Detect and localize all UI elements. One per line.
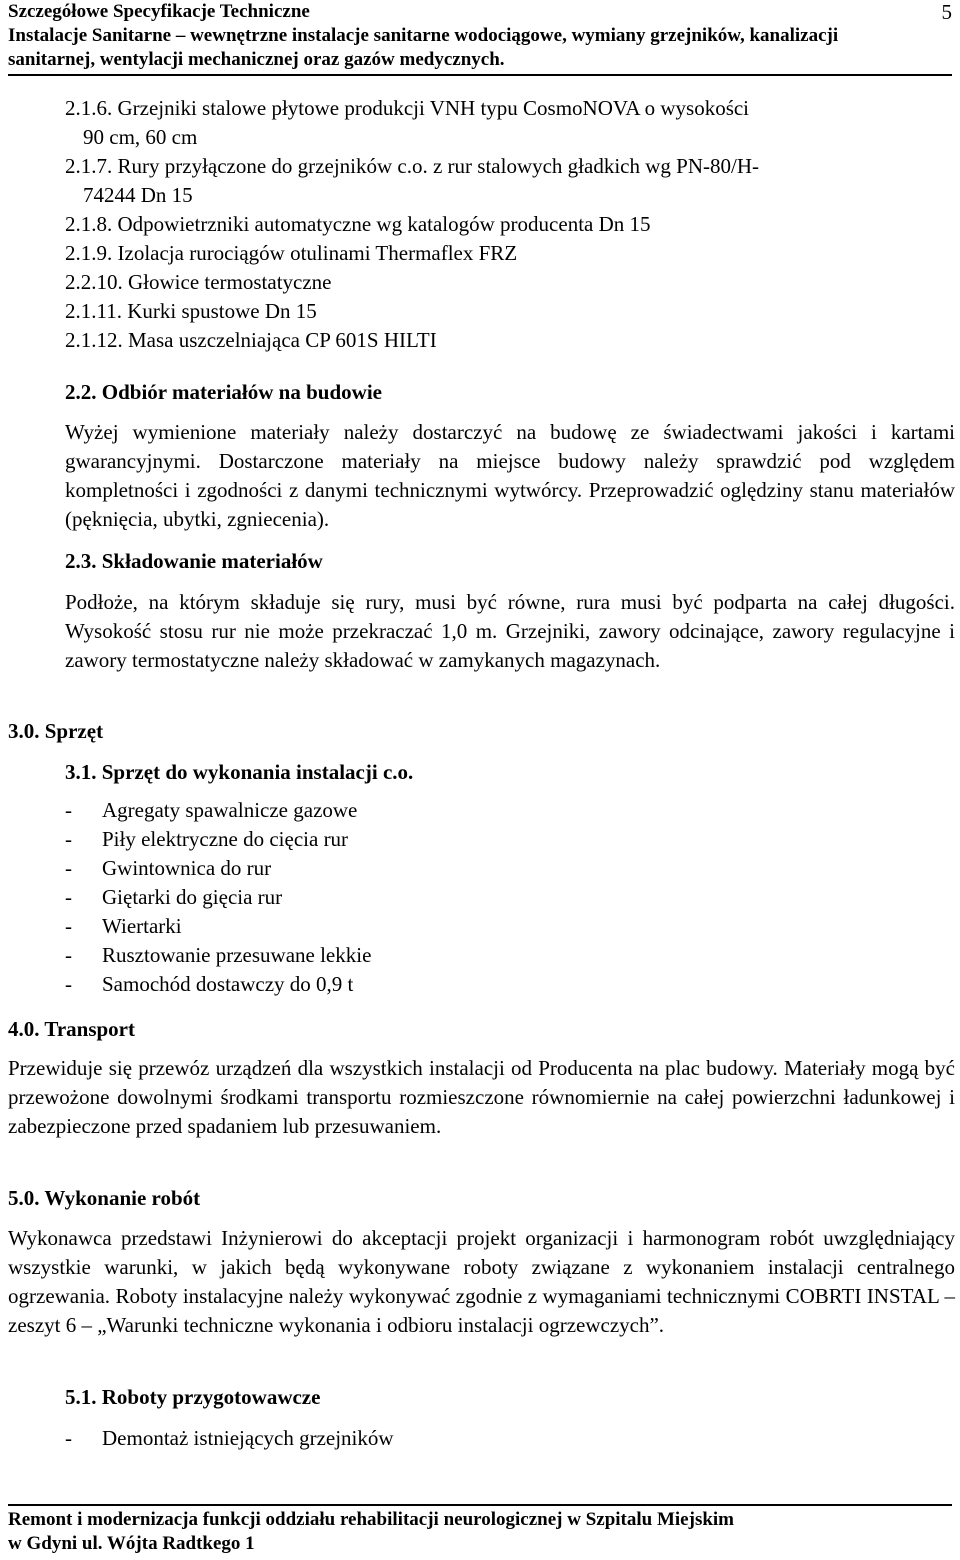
section-text-4-0: Przewiduje się przewóz urządzeń dla wszystkich instalacji od Producenta na plac budowy. Materiały mogą być przewożone dowolnymi środkami transportu rozmieszczone równomiernie na całej powierzchni ładunkowej i zabezpieczone przed spadaniem lub przesuwaniem.	[8, 1056, 955, 1138]
list-item: 2.1.8. Odpowietrzniki automatyczne wg katalogów producenta Dn 15	[65, 212, 651, 236]
section-heading-4-0: 4.0. Transport	[8, 1017, 135, 1041]
section-heading-3-0: 3.0. Sprzęt	[8, 719, 104, 743]
page-header	[8, 0, 948, 72]
list-item: - Rusztowanie przesuwane lekkie	[65, 943, 372, 967]
list-item: - Giętarki do gięcia rur	[65, 885, 283, 909]
footer-line-2: w Gdyni ul. Wójta Radtkego 1	[8, 1533, 255, 1554]
section-heading-2-3: 2.3. Składowanie materiałów	[65, 549, 323, 573]
header-subtitle-line-1: Instalacje Sanitarne – wewnętrzne instalacje sanitarne wodociągowe, wymiany grzejników, kanalizacji	[8, 25, 839, 46]
preparatory-works-list	[65, 1424, 665, 1453]
list-item: - Wiertarki	[65, 914, 182, 938]
list-item: - Demontaż istniejących grzejników	[65, 1426, 394, 1450]
header-divider	[8, 74, 952, 76]
equipment-list	[65, 796, 665, 999]
list-item: 2.1.12. Masa uszczelniająca CP 601S HILTI	[65, 328, 437, 352]
list-item: 2.1.7. Rury przyłączone do grzejników c.o. z rur stalowych gładkich wg PN-80/H- 74244 Dn 15	[65, 154, 759, 207]
header-subtitle-line-2: sanitarnej, wentylacji mechanicznej oraz gazów medycznych.	[8, 49, 505, 70]
page-footer	[8, 1508, 948, 1556]
section-heading-5-0: 5.0. Wykonanie robót	[8, 1186, 201, 1210]
footer-divider	[8, 1504, 952, 1506]
list-item: 2.2.10. Głowice termostatyczne	[65, 270, 332, 294]
header-title: Szczegółowe Specyfikacje Techniczne	[8, 1, 310, 22]
list-item: - Gwintownica do rur	[65, 856, 272, 880]
list-item: 2.1.9. Izolacja rurociągów otulinami Thermaflex FRZ	[65, 241, 518, 265]
section-subheading-5-1: 5.1. Roboty przygotowawcze	[65, 1385, 321, 1409]
section-text-2-2: Wyżej wymienione materiały należy dostarczyć na budowę ze świadectwami jakości i kartami gwarancyjnymi. Dostarczone materiały na miejsce budowy należy sprawdzić pod względem kompletności i zgodności z danymi technicznymi wytwórcy. Przeprowadzić oględziny stanu materiałów (pęknięcia, ubytki, zgniecenia).	[65, 420, 955, 531]
page-number: 5	[941, 0, 952, 24]
section-subheading-3-1: 3.1. Sprzęt do wykonania instalacji c.o.	[65, 760, 414, 784]
list-item: - Piły elektryczne do cięcia rur	[65, 827, 349, 851]
section-text-5-0: Wykonawca przedstawi Inżynierowi do akceptacji projekt organizacji i harmonogram robót uwzględniający wszystkie warunki, w jakich będą wykonywane roboty związane z wykonaniem instalacji centralnego ogrzewania. Roboty instalacyjne należy wykonywać zgodnie z wymaganiami technicznymi COBRTI INSTAL – zeszyt 6 – „Warunki techniczne wykonania i odbioru instalacji ogrzewczych”.	[8, 1226, 955, 1337]
list-item: 2.1.11. Kurki spustowe Dn 15	[65, 299, 317, 323]
list-item: - Agregaty spawalnicze gazowe	[65, 798, 358, 822]
list-item: 2.1.6. Grzejniki stalowe płytowe produkcji VNH typu CosmoNOVA o wysokości 90 cm, 60 cm	[65, 96, 750, 149]
footer-line-1: Remont i modernizacja funkcji oddziału rehabilitacji neurologicznej w Szpitalu Miejskim	[8, 1509, 735, 1530]
section-heading-2-2: 2.2. Odbiór materiałów na budowie	[65, 380, 382, 404]
list-item: - Samochód dostawczy do 0,9 t	[65, 972, 354, 996]
section-text-2-3: Podłoże, na którym składuje się rury, musi być równe, rura musi być podparta na całej długości. Wysokość stosu rur nie może przekraczać 1,0 m. Grzejniki, zawory odcinające, zawory regulacyjne i zawory termostatyczne należy składować w zamykanych magazynach.	[65, 590, 955, 672]
materials-list	[65, 94, 955, 355]
